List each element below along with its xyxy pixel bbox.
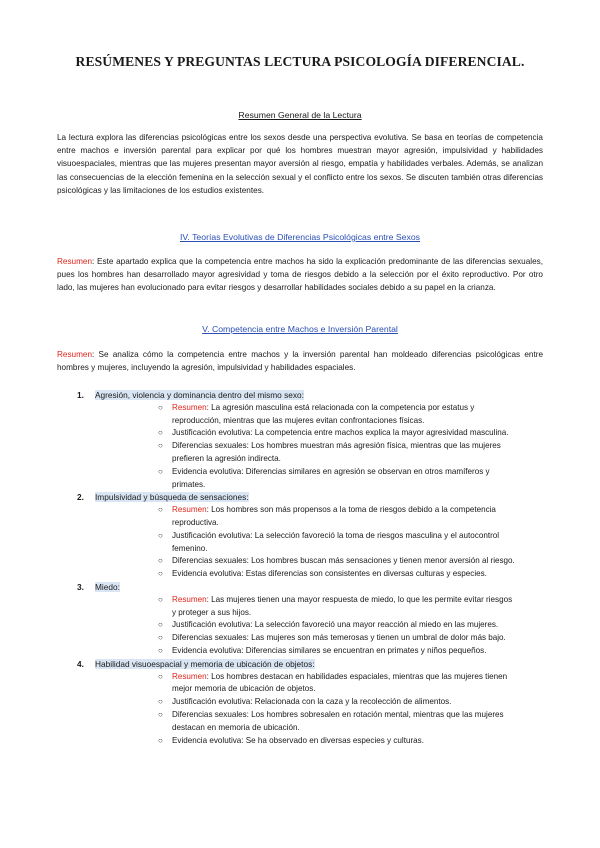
sub-bullet-body: Evidencia evolutiva: Se ha observado en diversas especies y culturas.	[172, 735, 424, 745]
sub-bullet-item	[57, 555, 543, 568]
sub-bullet-body: Justificación evolutiva: La selección favoreció la toma de riesgos masculina y el autocontrol femenino.	[172, 530, 500, 553]
sub-bullet-text	[172, 632, 515, 645]
summary-label: Resumen	[172, 594, 207, 604]
list-item-title: Impulsividad y búsqueda de sensaciones:	[95, 492, 249, 503]
sub-bullet-item	[57, 709, 543, 735]
hollow-circle-bullet-icon: ○	[158, 505, 163, 515]
sub-bullet-body: Evidencia evolutiva: Diferencias similares en agresión se observan en otros mamíferos y primates.	[172, 466, 490, 489]
sub-bullet-item	[57, 594, 543, 620]
hollow-circle-bullet-icon: ○	[158, 428, 163, 438]
hollow-circle-bullet-icon: ○	[158, 441, 163, 451]
hollow-circle-bullet-icon: ○	[158, 620, 163, 630]
sub-bullet-body: : Los hombres son más propensos a la toma de riesgos debido a la competencia reproductiva.	[172, 505, 496, 527]
document-title: RESÚMENES Y PREGUNTAS LECTURA PSICOLOGÍA DIFERENCIAL.	[75, 54, 525, 69]
sub-bullet-body: Diferencias sexuales: Las mujeres son más temerosas y tienen un umbral de dolor más bajo.	[172, 633, 506, 643]
general-summary-paragraph: La lectura explora las diferencias psicológicas entre los sexos desde una perspectiva evolutiva. Se basa en teorías de competencia entre machos e inversión parental para explicar por qué los hombres muestran mayor agresión, impulsividad y habilidades visuoespaciales, mientras que las mujeres presentan mayor aversión al riesgo, empatía y habilidades verbales. Además, se analizan las consecuencias de la elección femenina en la selección sexual y el conflicto entre los sexos. Se discuten también otras diferencias psicológicas y las limitaciones de los estudios existentes.	[57, 133, 543, 195]
sub-bullet-text	[172, 555, 515, 568]
summary-label: Resumen	[172, 505, 207, 515]
sub-bullet-item	[57, 402, 543, 428]
list-item	[57, 581, 543, 658]
sub-bullet-body: Diferencias sexuales: Los hombres sobresalen en rotación mental, mientras que las mujeres destacan en memoria de ubicación.	[172, 709, 504, 732]
sub-bullet-text	[172, 402, 515, 428]
sub-bullet-text	[172, 594, 515, 620]
sub-bullet-item	[57, 645, 543, 658]
general-summary-heading: Resumen General de la Lectura	[238, 110, 362, 120]
hollow-circle-bullet-icon: ○	[158, 697, 163, 707]
numbered-list	[57, 389, 543, 747]
sub-bullet-body: : Los hombres destacan en habilidades espaciales, mientras que las mujeres tienen mejor memoria de ubicación de objetos.	[172, 671, 508, 694]
sub-bullet-text	[172, 568, 515, 581]
sub-bullet-list	[57, 671, 543, 748]
list-item-heading	[57, 658, 543, 671]
summary-label: Resumen	[172, 671, 207, 681]
sub-bullet-text	[172, 645, 515, 658]
list-item	[57, 491, 543, 581]
list-item-number: 1.	[77, 390, 84, 400]
hollow-circle-bullet-icon: ○	[158, 556, 163, 566]
sub-bullet-list	[57, 402, 543, 492]
hollow-circle-bullet-icon: ○	[158, 530, 163, 540]
sub-bullet-item	[57, 619, 543, 632]
sub-bullet-text	[172, 696, 515, 709]
hollow-circle-bullet-icon: ○	[158, 645, 163, 655]
sub-bullet-text	[172, 671, 515, 697]
sub-bullet-item	[57, 466, 543, 492]
sub-bullet-item	[57, 568, 543, 581]
sub-bullet-body: : Las mujeres tienen una mayor respuesta de miedo, lo que les permite evitar riesgos y proteger a sus hijos.	[172, 594, 513, 617]
sub-bullet-body: Evidencia evolutiva: Diferencias similares se encuentran en primates y niños pequeños.	[172, 645, 487, 655]
sub-bullet-body: : La agresión masculina está relacionada con la competencia por estatus y reproducción, mientras que las mujeres evitan confrontaciones físicas.	[172, 402, 475, 425]
section-v-heading[interactable]: V. Competencia entre Machos e Inversión Parental	[202, 324, 398, 334]
list-item-title: Habilidad visuoespacial y memoria de ubicación de objetos:	[95, 658, 315, 669]
section-iv-heading[interactable]: IV. Teorías Evolutivas de Diferencias Psicológicas entre Sexos	[180, 232, 420, 242]
hollow-circle-bullet-icon: ○	[158, 633, 163, 643]
section-v-paragraph	[57, 348, 543, 374]
sub-bullet-text	[172, 709, 515, 735]
sub-bullet-item	[57, 530, 543, 556]
sub-bullet-body: Evidencia evolutiva: Estas diferencias son consistentes en diversas culturas y especies.	[172, 569, 487, 579]
sub-bullet-item	[57, 735, 543, 748]
hollow-circle-bullet-icon: ○	[158, 709, 163, 719]
sub-bullet-text	[172, 735, 515, 748]
list-item-title: Miedo:	[95, 581, 120, 592]
sub-bullet-item	[57, 632, 543, 645]
sub-bullet-body: Diferencias sexuales: Los hombres buscan más sensaciones y tienen menor aversión al riesgo.	[172, 556, 515, 566]
sub-bullet-text	[172, 466, 515, 492]
sub-bullet-item	[57, 671, 543, 697]
sub-bullet-item	[57, 427, 543, 440]
sub-bullet-body: Justificación evolutiva: La selección favoreció una mayor reacción al miedo en las mujeres.	[172, 620, 499, 630]
summary-label: Resumen	[57, 257, 93, 266]
sub-bullet-body: Justificación evolutiva: La competencia entre machos explica la mayor agresividad masculina.	[172, 428, 509, 438]
section-iv-paragraph	[57, 255, 543, 295]
hollow-circle-bullet-icon: ○	[158, 671, 163, 681]
section-iv-text: : Este apartado explica que la competencia entre machos ha sido la explicación predominante de las diferencias sexuales, pues los hombres han desarrollado mayor agresividad y toma de riesgos debido a la selección por el éxito reproductivo. Por otro lado, las mujeres han evolucionado para evitar riesgos y desarrollar habilidades sociales debido a su papel en la crianza.	[57, 257, 543, 293]
summary-label: Resumen	[172, 402, 207, 412]
sub-bullet-list	[57, 594, 543, 658]
sub-bullet-text	[172, 619, 515, 632]
sub-bullet-text	[172, 530, 515, 556]
section-v-text: : Se analiza cómo la competencia entre machos y la inversión parental han moldeado diferencias psicológicas entre hombres y mujeres, incluyendo la agresión, impulsividad y habilidades espaciales.	[57, 350, 543, 373]
sub-bullet-item	[57, 696, 543, 709]
sub-bullet-text	[172, 504, 515, 530]
sub-bullet-body: Justificación evolutiva: Relacionada con la caza y la recolección de alimentos.	[172, 697, 452, 707]
hollow-circle-bullet-icon: ○	[158, 466, 163, 476]
sub-bullet-text	[172, 427, 515, 440]
list-item-number: 2.	[77, 492, 84, 503]
sub-bullet-body: Diferencias sexuales: Los hombres muestran más agresión física, mientras que las mujeres prefieren la agresión indirecta.	[172, 441, 501, 463]
sub-bullet-text	[172, 440, 515, 466]
list-item	[57, 658, 543, 748]
list-item-number: 3.	[77, 581, 84, 592]
hollow-circle-bullet-icon: ○	[158, 594, 163, 604]
list-item	[57, 389, 543, 491]
hollow-circle-bullet-icon: ○	[158, 402, 163, 412]
list-item-number: 4.	[77, 658, 84, 669]
list-item-heading	[57, 491, 543, 504]
sub-bullet-item	[57, 440, 543, 466]
list-item-heading	[57, 389, 543, 402]
hollow-circle-bullet-icon: ○	[158, 569, 163, 579]
hollow-circle-bullet-icon: ○	[158, 735, 163, 745]
summary-label: Resumen	[57, 350, 93, 359]
sub-bullet-item	[57, 504, 543, 530]
sub-bullet-list	[57, 504, 543, 581]
list-item-title: Agresión, violencia y dominancia dentro del mismo sexo:	[95, 390, 304, 400]
list-item-heading	[57, 581, 543, 594]
